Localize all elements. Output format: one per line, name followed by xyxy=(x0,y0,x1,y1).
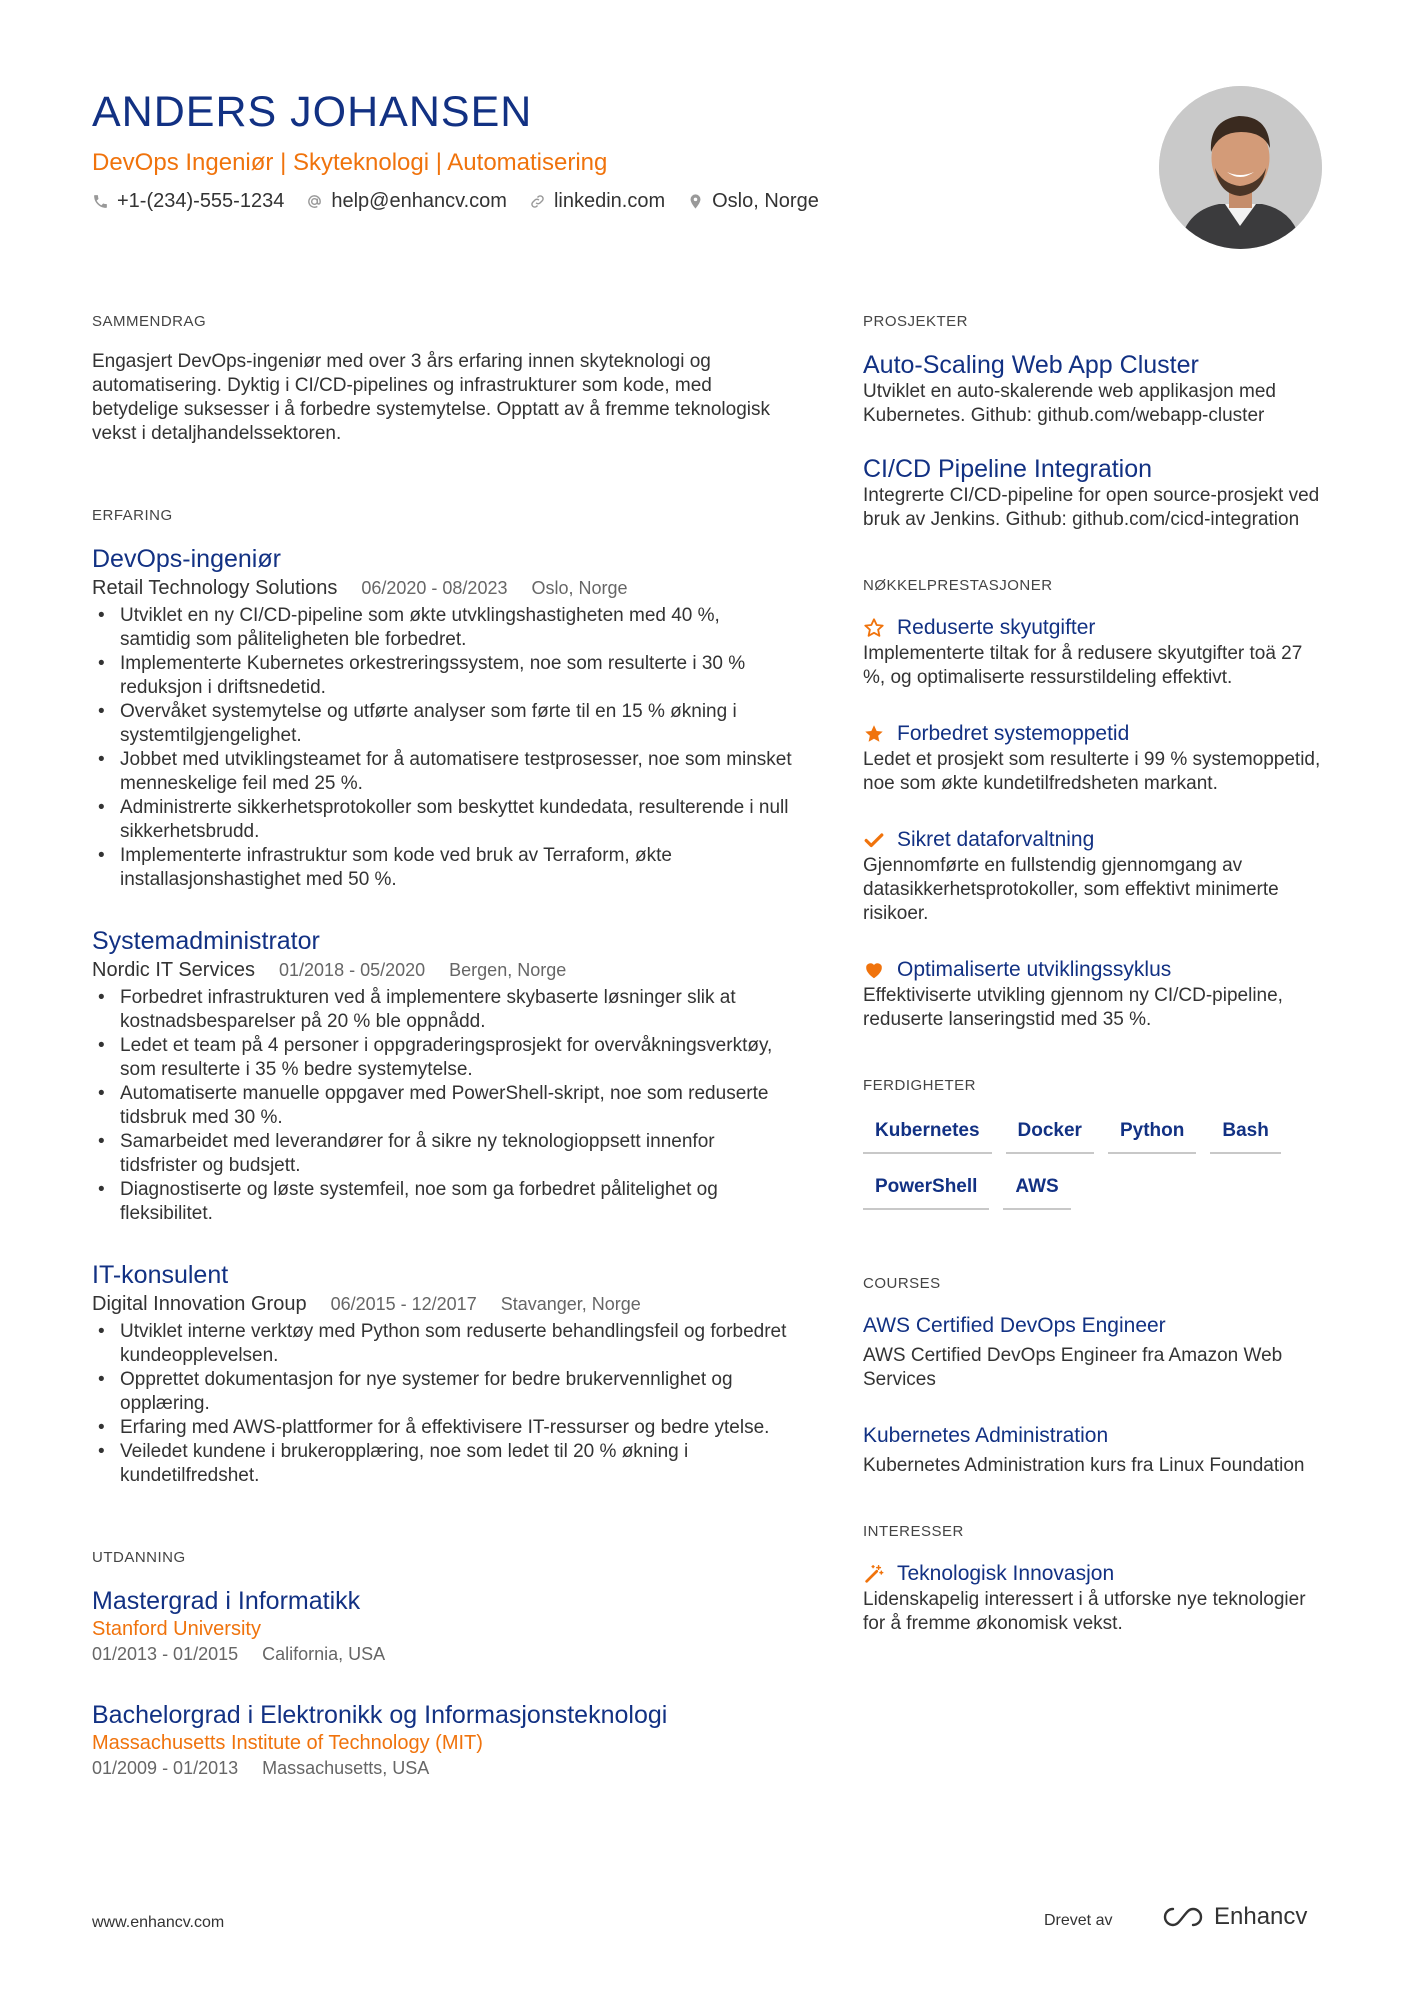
job-meta xyxy=(92,576,792,600)
achievement-title: Forbedret systemoppetid xyxy=(897,722,1130,745)
edu-school: Stanford University xyxy=(92,1618,261,1640)
course-text: Kubernetes Administration kurs fra Linux Foundation xyxy=(863,1455,1305,1476)
job-company: Digital Innovation Group xyxy=(92,1293,307,1315)
interest-entry xyxy=(863,1560,1323,1636)
summary-section xyxy=(92,312,792,446)
contact-email[interactable] xyxy=(306,186,507,216)
candidate-name: ANDERS JOHANSEN xyxy=(92,88,533,136)
job-bullets xyxy=(92,604,792,892)
section-title: SAMMENDRAG xyxy=(92,313,207,330)
contact-location xyxy=(687,186,819,216)
job-entry xyxy=(92,1260,792,1488)
enhancv-logo-icon xyxy=(1160,1904,1206,1930)
section-title: UTDANNING xyxy=(92,1549,186,1566)
footer-powered-by: Drevet av xyxy=(1044,1912,1113,1929)
skill-tag: AWS xyxy=(1003,1170,1070,1210)
section-title: PROSJEKTER xyxy=(863,313,969,330)
job-location: Oslo, Norge xyxy=(531,578,628,598)
course-title: AWS Certified DevOps Engineer xyxy=(863,1314,1166,1337)
interest-title: Teknologisk Innovasjon xyxy=(897,1562,1115,1585)
achievement-text: Ledet et prosjekt som resulterte i 99 % systemoppetid, noe som økte kundetilfredsheten markant. xyxy=(863,749,1321,794)
profile-photo xyxy=(1159,86,1322,249)
edu-school: Massachusetts Institute of Technology (MIT) xyxy=(92,1732,483,1754)
achievement-entry xyxy=(863,720,1323,796)
section-title: FERDIGHETER xyxy=(863,1077,977,1094)
skill-tag: Python xyxy=(1108,1114,1196,1154)
enhancv-logo[interactable] xyxy=(1160,1903,1307,1931)
job-title: Systemadministrator xyxy=(92,927,320,955)
contact-bar xyxy=(92,186,1152,216)
right-column xyxy=(863,312,1323,1666)
achievement-entry xyxy=(863,826,1323,926)
list-item: • Administrerte sikkerhetsprotokoller som beskyttet kundedata, resulterende i null sikkerhetsbrudd. xyxy=(92,796,792,844)
job-company: Nordic IT Services xyxy=(92,959,256,981)
avatar-illustration xyxy=(1159,86,1322,249)
skill-tag: PowerShell xyxy=(863,1170,989,1210)
skill-tag: Docker xyxy=(1006,1114,1094,1154)
project-text: Integrerte CI/CD-pipeline for open source-prosjekt ved bruk av Jenkins. Github: github.com/cicd-integration xyxy=(863,485,1320,530)
achievement-title: Reduserte skyutgifter xyxy=(897,616,1096,639)
job-dates: 01/2018 - 05/2020 xyxy=(279,960,426,980)
job-bullets xyxy=(92,986,792,1226)
edu-dates: 01/2013 - 01/2015 xyxy=(92,1644,239,1664)
star-filled-icon xyxy=(863,723,885,745)
course-title: Kubernetes Administration xyxy=(863,1424,1109,1447)
resume-header xyxy=(92,86,1152,216)
job-location: Stavanger, Norge xyxy=(500,1294,641,1314)
job-title: IT-konsulent xyxy=(92,1261,229,1289)
phone-icon xyxy=(92,193,109,210)
job-location: Bergen, Norge xyxy=(449,960,567,980)
link-icon xyxy=(529,193,546,210)
achievement-entry xyxy=(863,956,1323,1032)
education-entry xyxy=(92,1700,792,1780)
footer-website[interactable]: www.enhancv.com xyxy=(92,1914,225,1931)
check-icon xyxy=(863,829,885,851)
job-meta xyxy=(92,1292,792,1316)
course-text: AWS Certified DevOps Engineer fra Amazon Web Services xyxy=(863,1345,1283,1390)
skill-tag: Bash xyxy=(1210,1114,1280,1154)
skills-section xyxy=(863,1076,1323,1210)
achievements-section xyxy=(863,576,1323,1032)
list-item: • Opprettet dokumentasjon for nye systemer for bedre brukervennlighet og opplæring. xyxy=(92,1368,792,1416)
interest-text: Lidenskapelig interessert i å utforske nye teknologier for å fremme økonomisk vekst. xyxy=(863,1589,1306,1634)
heart-icon xyxy=(863,959,885,981)
project-entry xyxy=(863,350,1323,428)
summary-text: Engasjert DevOps-ingeniør med over 3 års erfaring innen skyteknologi og automatisering. Dyktig i CI/CD-pipelines og infrastrukturer som kode, med betydelige suksesser i å forbedre systemytelse. Opptatt av å fremme teknologisk vekst i detaljhandelssektoren. xyxy=(92,351,770,444)
section-title: NØKKELPRESTASJONER xyxy=(863,577,1053,594)
contact-phone[interactable] xyxy=(92,186,284,216)
job-entry xyxy=(92,544,792,892)
at-icon xyxy=(306,193,323,210)
location-pin-icon xyxy=(687,193,704,210)
education-entry xyxy=(92,1586,792,1666)
experience-section xyxy=(92,506,792,1488)
project-text: Utviklet en auto-skalerende web applikasjon med Kubernetes. Github: github.com/webapp-cluster xyxy=(863,381,1276,426)
achievement-text: Effektiviserte utvikling gjennom ny CI/CD-pipeline, reduserte lanseringstid med 35 %. xyxy=(863,985,1283,1030)
edu-location: Massachusetts, USA xyxy=(262,1758,430,1778)
list-item: • Forbedret infrastrukturen ved å implementere skybaserte løsninger slik at kostnadsbesparelser på 20 % ble oppnådd. xyxy=(92,986,792,1034)
enhancv-brand-text: Enhancv xyxy=(1214,1903,1308,1930)
list-item: • Overvåket systemytelse og utførte analyser som førte til en 15 % økning i systemtilgjengelighet. xyxy=(92,700,792,748)
project-entry xyxy=(863,454,1323,532)
list-item: • Diagnostiserte og løste systemfeil, noe som ga forbedret pålitelighet og fleksibilitet. xyxy=(92,1178,792,1226)
job-bullets xyxy=(92,1320,792,1488)
section-title: COURSES xyxy=(863,1275,941,1292)
list-item: • Implementerte Kubernetes orkestreringssystem, noe som resulterte i 30 % reduksjon i driftsnedetid. xyxy=(92,652,792,700)
job-title: DevOps-ingeniør xyxy=(92,545,281,573)
contact-linkedin[interactable] xyxy=(529,186,665,216)
list-item: • Utviklet en ny CI/CD-pipeline som økte utvklingshastigheten med 40 %, samtidig som påliteligheten ble forbedret. xyxy=(92,604,792,652)
edu-degree: Mastergrad i Informatikk xyxy=(92,1587,361,1615)
skills-list xyxy=(863,1114,1323,1210)
achievement-entry xyxy=(863,614,1323,690)
list-item: • Implementerte infrastruktur som kode ved bruk av Terraform, økte installasjonshastighet med 50 %. xyxy=(92,844,792,892)
interests-section xyxy=(863,1522,1323,1636)
achievement-title: Sikret dataforvaltning xyxy=(897,828,1095,851)
list-item: • Jobbet med utviklingsteamet for å automatisere testprosesser, noe som minsket menneskelige feil med 25 %. xyxy=(92,748,792,796)
left-column xyxy=(92,312,792,1814)
section-title: INTERESSER xyxy=(863,1523,964,1540)
job-dates: 06/2015 - 12/2017 xyxy=(330,1294,477,1314)
list-item: • Veiledet kundene i brukeropplæring, noe som ledet til 20 % økning i kundetilfredshet. xyxy=(92,1440,792,1488)
edu-meta xyxy=(92,1642,792,1666)
project-title: CI/CD Pipeline Integration xyxy=(863,455,1153,483)
list-item: • Automatiserte manuelle oppgaver med PowerShell-skript, noe som reduserte tidsbruk med 30 %. xyxy=(92,1082,792,1130)
list-item: • Erfaring med AWS-plattformer for å effektivisere IT-ressurser og bedre ytelse. xyxy=(92,1416,792,1440)
achievement-text: Implementerte tiltak for å redusere skyutgifter toä 27 %, og optimaliserte ressurstildeling effektivt. xyxy=(863,643,1303,688)
location-text: Oslo, Norge xyxy=(712,190,819,212)
skill-tag: Kubernetes xyxy=(863,1114,992,1154)
email-text: help@enhancv.com xyxy=(331,190,507,212)
list-item: • Utviklet interne verktøy med Python som reduserte behandlingsfeil og forbedret kundeopplevelsen. xyxy=(92,1320,792,1368)
projects-section xyxy=(863,312,1323,532)
job-dates: 06/2020 - 08/2023 xyxy=(361,578,508,598)
achievement-text: Gjennomførte en fullstendig gjennomgang av datasikkerhetsprotokoller, som effektivt minimerte risikoer. xyxy=(863,855,1279,924)
list-item: • Ledet et team på 4 personer i oppgraderingsprosjekt for overvåkningsverktøy, som resulterte i 35 % bedre systemytelse. xyxy=(92,1034,792,1082)
job-meta xyxy=(92,958,792,982)
project-title: Auto-Scaling Web App Cluster xyxy=(863,351,1199,379)
education-section xyxy=(92,1548,792,1780)
edu-dates: 01/2009 - 01/2013 xyxy=(92,1758,239,1778)
star-outline-icon xyxy=(863,617,885,639)
phone-text: +1-(234)-555-1234 xyxy=(117,190,285,212)
list-item: • Samarbeidet med leverandører for å sikre ny teknologioppsett innenfor tidsfrister og budsjett. xyxy=(92,1130,792,1178)
linkedin-text: linkedin.com xyxy=(553,190,666,212)
edu-location: California, USA xyxy=(262,1644,386,1664)
edu-meta xyxy=(92,1756,792,1780)
course-entry xyxy=(863,1312,1323,1392)
headline: DevOps Ingeniør | Skyteknologi | Automatisering xyxy=(92,149,608,176)
magic-wand-icon xyxy=(863,1563,885,1585)
job-company: Retail Technology Solutions xyxy=(92,577,338,599)
course-entry xyxy=(863,1422,1323,1478)
achievement-title: Optimaliserte utviklingssyklus xyxy=(897,958,1172,981)
courses-section xyxy=(863,1274,1323,1478)
edu-degree: Bachelorgrad i Elektronikk og Informasjonsteknologi xyxy=(92,1701,668,1729)
job-entry xyxy=(92,926,792,1226)
section-title: ERFARING xyxy=(92,507,173,524)
